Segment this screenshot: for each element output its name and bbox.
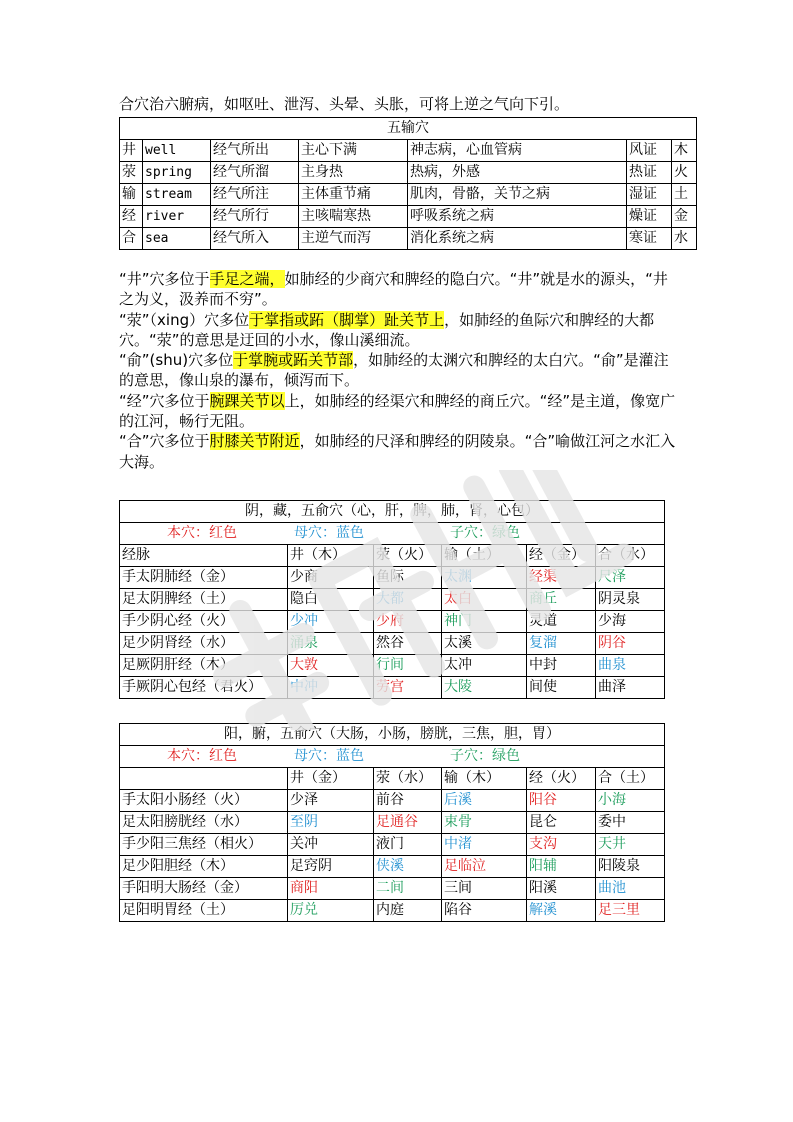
table-cell: 火 xyxy=(672,162,697,184)
legend-mother: 母穴：蓝色 xyxy=(294,525,364,541)
acupoint-cell: 天井 xyxy=(596,834,665,856)
acupoint-cell: 大敦 xyxy=(288,655,374,677)
table-cell: 呼吸系统之病 xyxy=(408,206,627,228)
table-row xyxy=(120,878,665,900)
meridian-name: 手少阴心经（火） xyxy=(120,611,288,633)
color-legend xyxy=(120,746,665,768)
column-header: 荥（火） xyxy=(374,545,442,567)
acupoint-cell: 至阴 xyxy=(288,812,374,834)
acupoint-cell: 然谷 xyxy=(374,633,442,655)
table-row xyxy=(120,856,665,878)
meridian-name: 足太阳膀胱经（水） xyxy=(120,812,288,834)
acupoint-cell: 神门 xyxy=(442,611,527,633)
legend-child: 子穴：绿色 xyxy=(450,748,520,764)
acupoint-cell: 小海 xyxy=(596,790,665,812)
acupoint-cell: 曲池 xyxy=(596,878,665,900)
table-row xyxy=(120,228,697,250)
acupoint-cell: 商丘 xyxy=(527,589,596,611)
table-cell: stream xyxy=(143,184,211,206)
acupoint-cell: 少冲 xyxy=(288,611,374,633)
acupoint-cell: 隐白 xyxy=(288,589,374,611)
table-row xyxy=(120,589,665,611)
table-cell: 经气所溜 xyxy=(211,162,299,184)
table-row xyxy=(120,790,665,812)
acupoint-cell: 阴谷 xyxy=(596,633,665,655)
acupoint-cell: 陷谷 xyxy=(442,900,527,922)
acupoint-cell: 支沟 xyxy=(527,834,596,856)
text: ，如肺经的鱼际穴和脾经的大都穴。“荥”的意思是迂回的小水，像山溪细流。 xyxy=(119,310,655,349)
text: ，如肺经的尺泽和脾经的阴陵泉。“合”喻做江河之水汇入大海。 xyxy=(119,432,676,471)
table-row xyxy=(120,140,697,162)
table-cell: 土 xyxy=(672,184,697,206)
highlight: 肘膝关节附近 xyxy=(209,432,300,451)
column-header: 井（木） xyxy=(288,545,374,567)
text: 上，如肺经的经渠穴和脾经的商丘穴。“经”是主道，像宽广的江河，畅行无阻。 xyxy=(119,391,676,431)
points-description xyxy=(119,269,679,472)
acupoint-cell: 液门 xyxy=(374,834,442,856)
highlight: 于掌腕或跖关节部 xyxy=(233,351,354,370)
table-cell: 木 xyxy=(672,140,697,162)
acupoint-cell: 昆仑 xyxy=(527,812,596,834)
acupoint-cell: 商阳 xyxy=(288,878,374,900)
table-row xyxy=(120,834,665,856)
table-cell: 经气所入 xyxy=(211,228,299,250)
paragraph-shu xyxy=(119,350,679,391)
table-cell: 经 xyxy=(120,206,143,228)
text: ，如肺经的太渊穴和脾经的太白穴。“俞”是灌注的意思，像山泉的瀑布，倾泻而下。 xyxy=(119,351,669,390)
meridian-name: 足少阳胆经（木） xyxy=(120,856,288,878)
table-row xyxy=(120,206,697,228)
table-row xyxy=(120,162,697,184)
paragraph-jing-river xyxy=(119,391,679,432)
acupoint-cell: 足窍阴 xyxy=(288,856,374,878)
acupoint-cell: 阴灵泉 xyxy=(596,589,665,611)
table-cell: 风证 xyxy=(627,140,672,162)
legend-mother: 母穴：蓝色 xyxy=(294,748,364,764)
acupoint-cell: 大都 xyxy=(374,589,442,611)
acupoint-cell: 大陵 xyxy=(442,677,527,699)
table-cell: river xyxy=(143,206,211,228)
table-caption: 阴，藏，五俞穴（心，肝，脾，肺，肾，心包） xyxy=(120,501,665,523)
text: 如肺经的少商穴和脾经的隐白穴。“井”就是水的源头，“井之为义，汲养而不穷”。 xyxy=(119,270,668,309)
table-cell: 主逆气而泻 xyxy=(299,228,408,250)
acupoint-cell: 曲泉 xyxy=(596,655,665,677)
acupoint-cell: 太白 xyxy=(442,589,527,611)
column-header: 井（金） xyxy=(288,768,374,790)
table-cell: well xyxy=(143,140,211,162)
meridian-name: 足少阴肾经（水） xyxy=(120,633,288,655)
highlight: 手足之端， xyxy=(209,270,285,288)
acupoint-cell: 鱼际 xyxy=(374,567,442,589)
acupoint-cell: 阳辅 xyxy=(527,856,596,878)
acupoint-cell: 足临泣 xyxy=(442,856,527,878)
acupoint-cell: 解溪 xyxy=(527,900,596,922)
column-header xyxy=(120,768,288,790)
acupoint-cell: 复溜 xyxy=(527,633,596,655)
table-row xyxy=(120,900,665,922)
meridian-name: 手太阳小肠经（火） xyxy=(120,790,288,812)
table-cell: 合 xyxy=(120,228,143,250)
table-cell: 经气所注 xyxy=(211,184,299,206)
table-row xyxy=(120,677,665,699)
acupoint-cell: 间使 xyxy=(527,677,596,699)
acupoint-cell: 足三里 xyxy=(596,900,665,922)
acupoint-cell: 尺泽 xyxy=(596,567,665,589)
acupoint-cell: 太渊 xyxy=(442,567,527,589)
yin-organs-table xyxy=(119,500,665,699)
color-legend xyxy=(120,523,665,545)
table-cell: 经气所出 xyxy=(211,140,299,162)
acupoint-cell: 行间 xyxy=(374,655,442,677)
acupoint-cell: 厉兑 xyxy=(288,900,374,922)
table-cell: 消化系统之病 xyxy=(408,228,627,250)
table-cell: 金 xyxy=(672,206,697,228)
highlight: 腕踝关节以 xyxy=(209,391,285,410)
table-row xyxy=(120,567,665,589)
table-row xyxy=(120,184,697,206)
acupoint-cell: 少商 xyxy=(288,567,374,589)
header-row xyxy=(120,768,665,790)
table-cell: 经气所行 xyxy=(211,206,299,228)
meridian-name: 手太阴肺经（金） xyxy=(120,567,288,589)
acupoint-cell: 中渚 xyxy=(442,834,527,856)
acupoint-cell: 涌泉 xyxy=(288,633,374,655)
acupoint-cell: 前谷 xyxy=(374,790,442,812)
meridian-name: 手阳明大肠经（金） xyxy=(120,878,288,900)
acupoint-cell: 太冲 xyxy=(442,655,527,677)
meridian-name: 手少阳三焦经（相火） xyxy=(120,834,288,856)
meridian-name: 足太阴脾经（土） xyxy=(120,589,288,611)
acupoint-cell: 三间 xyxy=(442,878,527,900)
legend-child: 子穴：绿色 xyxy=(450,525,520,541)
five-shu-points-table xyxy=(119,117,697,250)
acupoint-cell: 经渠 xyxy=(527,567,596,589)
legend-own: 本穴：红色 xyxy=(167,748,237,764)
meridian-name: 足厥阴肝经（木） xyxy=(120,655,288,677)
table-cell: 主体重节痛 xyxy=(299,184,408,206)
table-cell: 寒证 xyxy=(627,228,672,250)
table-cell: 热病，外感 xyxy=(408,162,627,184)
table-row xyxy=(120,812,665,834)
table-cell: 神志病，心血管病 xyxy=(408,140,627,162)
acupoint-cell: 内庭 xyxy=(374,900,442,922)
column-header: 输（木） xyxy=(442,768,527,790)
table-cell: 热证 xyxy=(627,162,672,184)
text: “俞”(shu)穴多位 xyxy=(119,351,234,370)
column-header: 经脉 xyxy=(120,545,288,567)
table-cell: 主咳喘寒热 xyxy=(299,206,408,228)
table-cell: 主身热 xyxy=(299,162,408,184)
acupoint-cell: 少府 xyxy=(374,611,442,633)
acupoint-cell: 侠溪 xyxy=(374,856,442,878)
table-cell: 肌肉，骨骼，关节之病 xyxy=(408,184,627,206)
acupoint-cell: 灵道 xyxy=(527,611,596,633)
highlight: 于掌指或跖（脚掌）趾关节上 xyxy=(249,310,445,329)
text: “荥”（xing）穴多位 xyxy=(119,310,250,329)
acupoint-cell: 少海 xyxy=(596,611,665,633)
column-header: 合（土） xyxy=(596,768,665,790)
paragraph-jing xyxy=(119,269,679,310)
text: “井”穴多位于 xyxy=(119,270,210,288)
table-caption: 阳，腑，五俞穴（大肠，小肠，膀胱，三焦，胆，胃） xyxy=(120,724,665,746)
text: “经”穴多位于 xyxy=(119,391,210,410)
meridian-name: 足阳明胃经（土） xyxy=(120,900,288,922)
acupoint-cell: 足通谷 xyxy=(374,812,442,834)
acupoint-cell: 太溪 xyxy=(442,633,527,655)
table-cell: 湿证 xyxy=(627,184,672,206)
table-row xyxy=(120,611,665,633)
acupoint-cell: 关冲 xyxy=(288,834,374,856)
intro-line: 合穴治六腑病，如呕吐、泄泻、头晕、头胀，可将上逆之气向下引。 xyxy=(119,95,570,113)
yang-organs-table xyxy=(119,723,665,922)
meridian-name: 手厥阴心包经（君火） xyxy=(120,677,288,699)
column-header: 输（土） xyxy=(442,545,527,567)
acupoint-cell: 劳宫 xyxy=(374,677,442,699)
table-row xyxy=(120,655,665,677)
table-cell: 井 xyxy=(120,140,143,162)
table-cell: 主心下满 xyxy=(299,140,408,162)
column-header: 合（水） xyxy=(596,545,665,567)
paragraph-he xyxy=(119,431,679,472)
table-cell: 荥 xyxy=(120,162,143,184)
text: “合”穴多位于 xyxy=(119,432,210,451)
table-cell: 输 xyxy=(120,184,143,206)
acupoint-cell: 阳陵泉 xyxy=(596,856,665,878)
acupoint-cell: 少泽 xyxy=(288,790,374,812)
acupoint-cell: 后溪 xyxy=(442,790,527,812)
column-header: 经（火） xyxy=(527,768,596,790)
table-cell: spring xyxy=(143,162,211,184)
table-cell: sea xyxy=(143,228,211,250)
table-title: 五输穴 xyxy=(120,118,697,140)
table-row xyxy=(120,633,665,655)
acupoint-cell: 中封 xyxy=(527,655,596,677)
table-cell: 水 xyxy=(672,228,697,250)
acupoint-cell: 束骨 xyxy=(442,812,527,834)
column-header: 经（金） xyxy=(527,545,596,567)
acupoint-cell: 曲泽 xyxy=(596,677,665,699)
acupoint-cell: 阳谷 xyxy=(527,790,596,812)
table-cell: 燥证 xyxy=(627,206,672,228)
acupoint-cell: 中冲 xyxy=(288,677,374,699)
legend-own: 本穴：红色 xyxy=(167,525,237,541)
paragraph-ying xyxy=(119,310,679,351)
acupoint-cell: 阳溪 xyxy=(527,878,596,900)
acupoint-cell: 委中 xyxy=(596,812,665,834)
acupoint-cell: 二间 xyxy=(374,878,442,900)
column-header: 荥（水） xyxy=(374,768,442,790)
header-row xyxy=(120,545,665,567)
